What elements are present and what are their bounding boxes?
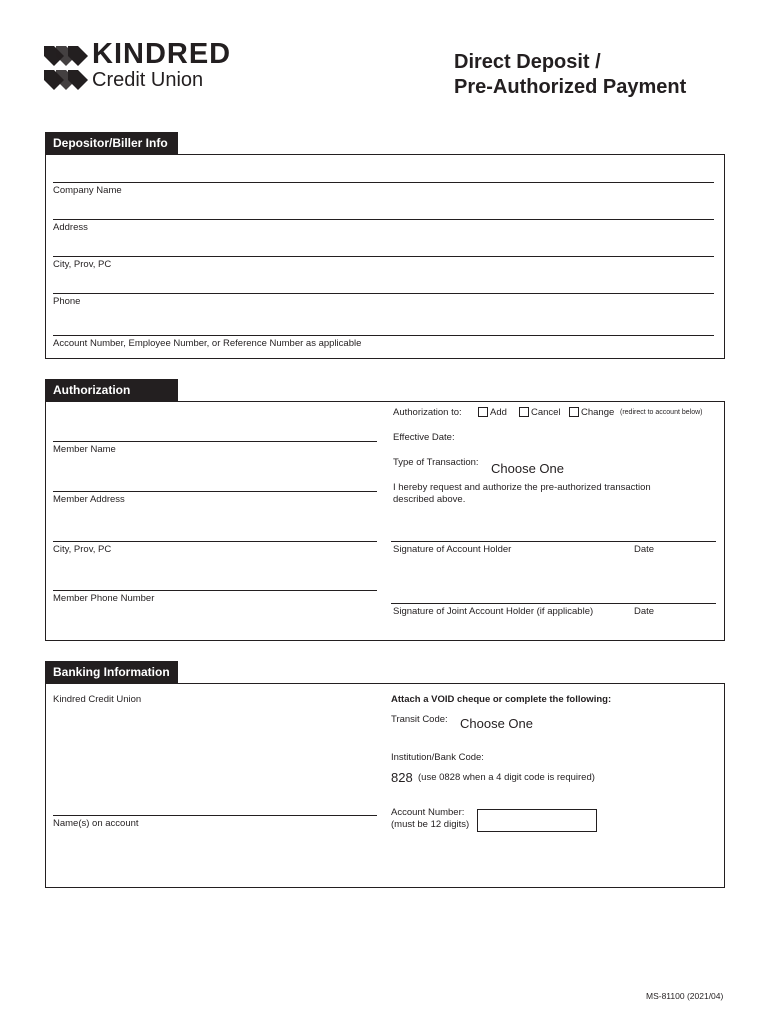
member-city-field[interactable]: [53, 541, 377, 542]
institution-code-label: Institution/Bank Code:: [391, 752, 484, 763]
banking-section: [45, 683, 725, 888]
account-number-label: Account Number:: [391, 807, 465, 818]
company-name-field[interactable]: [53, 182, 714, 183]
company-name-label: Company Name: [53, 185, 122, 196]
form-code: MS-81100 (2021/04): [646, 991, 724, 1001]
document-title: [454, 50, 686, 100]
city-prov-pc-field[interactable]: [53, 256, 714, 257]
cancel-checkbox[interactable]: [519, 407, 529, 417]
logo-wordmark: KINDRED: [92, 38, 232, 70]
account-number-value: [478, 810, 596, 820]
names-on-account-label: Name(s) on account: [53, 818, 139, 829]
joint-signature-label: Signature of Joint Account Holder (if applicable): [393, 606, 594, 617]
banking-section-tab: Banking Information: [45, 661, 178, 684]
institution-code-value: 828: [391, 770, 413, 785]
account-reference-field[interactable]: [53, 335, 714, 336]
member-city-label: City, Prov, PC: [53, 544, 112, 555]
change-checkbox[interactable]: [569, 407, 579, 417]
add-option-label: Add: [490, 407, 507, 418]
authorization-section: [45, 401, 725, 641]
change-note: (redirect to account below): [620, 409, 703, 416]
member-address-label: Member Address: [53, 494, 125, 505]
transaction-type-label: Type of Transaction:: [393, 457, 479, 468]
add-checkbox[interactable]: [478, 407, 488, 417]
institution-name: Kindred Credit Union: [53, 694, 142, 705]
member-phone-field[interactable]: [53, 590, 377, 591]
holder-date-label: Date: [634, 544, 655, 555]
phone-field[interactable]: [53, 293, 714, 294]
member-name-field[interactable]: [53, 441, 377, 442]
void-cheque-instruction: Attach a VOID cheque or complete the following:: [391, 694, 612, 705]
kindred-logo-icon: [44, 46, 88, 90]
effective-date-label: Effective Date:: [393, 432, 455, 443]
depositor-section-tab: Depositor/Biller Info: [45, 132, 178, 155]
transaction-type-select[interactable]: Choose One: [491, 461, 564, 476]
authorization-request-line-1: I hereby request and authorize the pre-authorized transaction: [393, 482, 651, 493]
account-number-input[interactable]: [477, 809, 597, 832]
member-name-label: Member Name: [53, 444, 116, 455]
institution-code-note: (use 0828 when a 4 digit code is required): [418, 772, 595, 783]
authorization-to-label: Authorization to:: [393, 407, 462, 418]
transit-code-label: Transit Code:: [391, 714, 448, 725]
address-label: Address: [53, 222, 88, 233]
holder-signature-field[interactable]: [391, 541, 716, 542]
member-address-field[interactable]: [53, 491, 377, 492]
title-line-1: Direct Deposit /: [454, 51, 601, 73]
authorization-request-line-2: described above.: [393, 494, 466, 505]
authorization-section-tab: Authorization: [45, 379, 178, 402]
address-field[interactable]: [53, 219, 714, 220]
phone-label: Phone: [53, 296, 81, 307]
joint-signature-field[interactable]: [391, 603, 716, 604]
holder-signature-label: Signature of Account Holder: [393, 544, 512, 555]
account-number-hint: (must be 12 digits): [391, 819, 470, 830]
account-reference-label: Account Number, Employee Number, or Reference Number as applicable: [53, 338, 362, 349]
joint-date-label: Date: [634, 606, 655, 617]
logo-subwordmark: Credit Union: [92, 69, 204, 91]
city-prov-pc-label: City, Prov, PC: [53, 259, 112, 270]
transit-code-select[interactable]: Choose One: [460, 716, 533, 731]
change-option-label: Change: [581, 407, 615, 418]
cancel-option-label: Cancel: [531, 407, 561, 418]
title-line-2: Pre-Authorized Payment: [454, 76, 687, 98]
names-on-account-field[interactable]: [53, 815, 377, 816]
member-phone-label: Member Phone Number: [53, 593, 155, 604]
